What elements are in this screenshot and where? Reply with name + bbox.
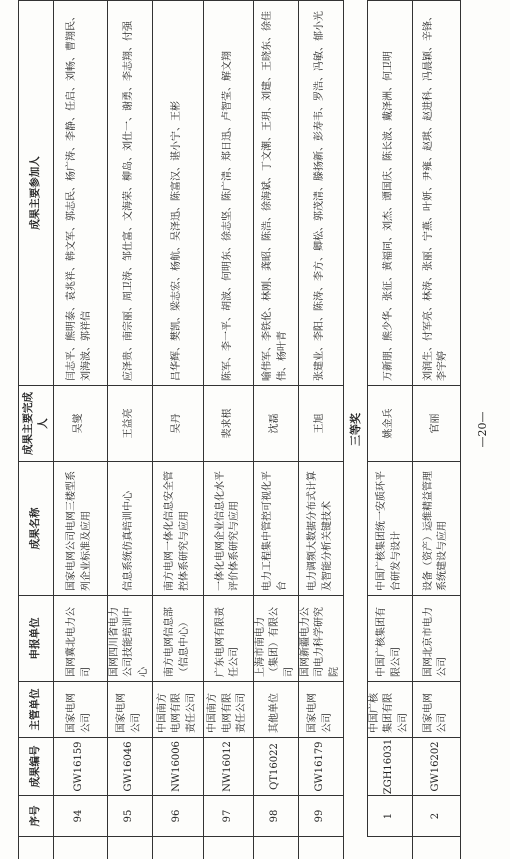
row-members: 张建业、李阳、陈涛、李方、卿松、郭茂清、滕扬新、彭寿韦、罗浩、冯敏、郁小光 <box>298 0 343 385</box>
row-dept: 中国广核集团有限公司 <box>367 681 412 737</box>
row-dept: 中国南方电网有限责任公司 <box>203 681 253 737</box>
row-code: GW16159 <box>52 737 107 795</box>
row-number: 95 <box>107 795 152 837</box>
table-row <box>52 0 108 859</box>
row-name: 电力工程集中管控可视化平台 <box>253 461 298 595</box>
row-code: GW16179 <box>298 737 343 795</box>
row-members: 刘润生、付军亮、林涛、张丽、宁燕、叶妍、尹雍、赵琪、赵进科、冯晨颖、辛锋、李宇婷 <box>412 0 460 385</box>
header-row-unit: 申报单位 <box>19 595 53 681</box>
row-number: 2 <box>412 795 460 837</box>
row-members: 闫志平、熊明泰、袁兆祥、韩文军、郭志民、杨广涛、李静、任启、刘畅、曹翔民、刘海波、郭祥信 <box>52 0 107 385</box>
row-name: 一体化电网企业信息化水平评价体系研究与应用 <box>203 461 253 595</box>
row-name: 电力调频大数据分布式计算及智能分析关键技术 <box>298 461 343 595</box>
header-row-code: 成果编号 <box>19 737 53 795</box>
row-unit: 中国广核集团有限公司 <box>367 595 412 681</box>
row-dept: 中国南方电网有限责任公司 <box>152 681 203 737</box>
table-row <box>412 0 461 859</box>
row-dept: 国家电网公司 <box>107 681 152 737</box>
row-name: 信息系统仿真培训中心 <box>107 461 152 595</box>
row-name: 中国广核集团统一安质环平台研发与设计 <box>367 461 412 595</box>
row-number: 94 <box>52 795 107 837</box>
row-lead: 吴丹 <box>152 385 203 461</box>
row-unit: 上海市南电力（集团）有限公司 <box>253 595 298 681</box>
row-lead: 官丽 <box>412 385 460 461</box>
row-lead: 沈磊 <box>253 385 298 461</box>
header-row-number: 序号 <box>19 795 53 837</box>
row-lead: 姚金兵 <box>367 385 412 461</box>
page-number: —20— <box>476 411 489 448</box>
row-unit: 国网新疆电力公司电力科学研究院 <box>298 595 343 681</box>
row-name: 设备（资产）运维精益管理系统建设与应用 <box>412 461 460 595</box>
row-members: 喻伟军、李铁伦、林刚、龚昭、陈浩、徐海斌、丁文潮、王玥、刘建、王晓东、徐佳伟、杨叶青 <box>253 0 298 385</box>
row-dept: 其他单位 <box>253 681 298 737</box>
row-number: 1 <box>367 795 412 837</box>
row-members: 陈军、李一平、胡波、何明东、徐志坚、陈广清、郑日迅、卢智莹、解文翔 <box>203 0 253 385</box>
row-dept: 国家电网公司 <box>52 681 107 737</box>
table-row <box>152 0 204 859</box>
row-dept: 国家电网公司 <box>298 681 343 737</box>
row-dept: 国家电网公司 <box>412 681 460 737</box>
row-code: NW16006 <box>152 737 203 795</box>
section-title: 三等奖 <box>349 413 362 446</box>
row-code: NW16012 <box>203 737 253 795</box>
row-unit: 国网冀北电力公司 <box>52 595 107 681</box>
row-number: 97 <box>203 795 253 837</box>
header-row-members: 成果主要参加人 <box>19 0 53 385</box>
table-row <box>203 0 254 859</box>
row-number: 99 <box>298 795 343 837</box>
row-name: 国家电网公司电网三楼型系列企业标准及应用 <box>52 461 107 595</box>
row-members: 应泽贵、南宗丽、周卫涛、邹仕富、文海荣、柳岛、刘仕一、谢勇、李志翔、付强 <box>107 0 152 385</box>
row-number: 96 <box>152 795 203 837</box>
row-code: GW16202 <box>412 737 460 795</box>
row-unit: 国网北京市电力公司 <box>412 595 460 681</box>
table-row <box>367 0 413 859</box>
table-row <box>107 0 153 859</box>
row-unit: 广东电网有限责任公司 <box>203 595 253 681</box>
row-code: ZGH16031 <box>367 737 412 795</box>
header-row-lead: 成果主要完成人 <box>19 385 53 461</box>
row-lead: 王旭 <box>298 385 343 461</box>
row-number: 98 <box>253 795 298 837</box>
header-row-dept: 主管单位 <box>19 681 53 737</box>
row-code: QT16022 <box>253 737 298 795</box>
table-row <box>298 0 344 859</box>
row-name: 南方电网一体化信息安全管控体系研究与应用 <box>152 461 203 595</box>
row-members: 万新朋、熊少华、张征、黄福同、刘杰、谭国庆、陈长波、戴泽洲、何卫明 <box>367 0 412 385</box>
table-header <box>18 0 54 859</box>
row-unit: 国网四川省电力公司技能培训中心 <box>107 595 152 681</box>
row-lead: 王益亮 <box>107 385 152 461</box>
row-lead: 裴求根 <box>203 385 253 461</box>
row-lead: 吴燮 <box>52 385 107 461</box>
row-unit: 南方电网信息部（信息中心） <box>152 595 203 681</box>
header-row-name: 成果名称 <box>19 461 53 595</box>
table-row <box>253 0 299 859</box>
row-members: 吕华辉、樊凯、梁志宏、杨航、吴泽迅、陈富汉、谌小宁、王彬 <box>152 0 203 385</box>
row-code: GW16046 <box>107 737 152 795</box>
